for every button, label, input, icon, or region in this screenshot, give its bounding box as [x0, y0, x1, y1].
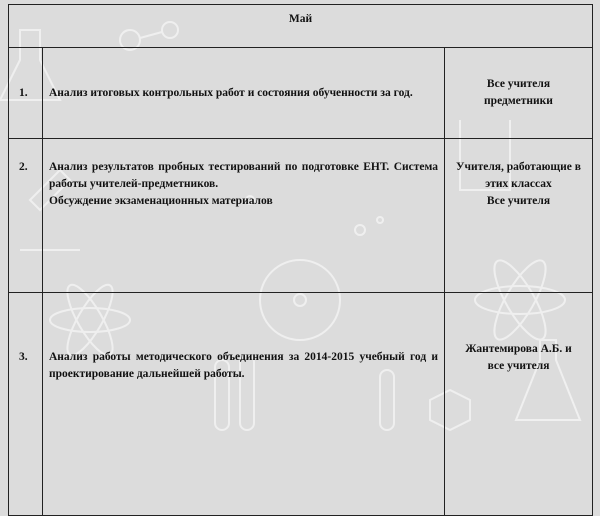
responsible-text: Учителя, работающие в — [456, 161, 581, 173]
task-description — [43, 139, 445, 293]
responsible-text: Все учителя — [486, 78, 551, 90]
document-page — [8, 4, 592, 444]
responsible-text: предметники — [484, 95, 553, 107]
task-text: Анализ итоговых контрольных работ и состояния обученности за год. — [49, 86, 413, 99]
row-number: 2. — [9, 139, 43, 293]
responsible-text: Жантемирова А.Б. и — [465, 343, 572, 355]
responsible-text: все учителя — [487, 360, 550, 372]
responsible-cell — [445, 48, 593, 139]
responsible-text: Все учителя — [486, 195, 551, 207]
responsible-text: этих классах — [485, 178, 552, 190]
responsible-cell — [445, 139, 593, 293]
row-number: 1. — [9, 48, 43, 139]
responsible-cell — [445, 293, 593, 516]
month-header: Май — [9, 5, 593, 48]
table-row — [9, 48, 593, 139]
table-row — [9, 293, 593, 516]
row-number: 3. — [9, 293, 43, 516]
task-text: Анализ работы методического объединения за 2014-2015 учебный год и проектирование дальнейшей работы. — [49, 351, 438, 380]
table-header-row — [9, 5, 593, 48]
work-plan-table — [8, 4, 593, 516]
task-text: Анализ результатов пробных тестирований по подготовке ЕНТ. Система работы учителей-предметников. — [49, 161, 438, 190]
task-description — [43, 293, 445, 516]
table-row — [9, 139, 593, 293]
task-text: Обсуждение экзаменационных материалов — [49, 195, 273, 207]
task-description — [43, 48, 445, 139]
